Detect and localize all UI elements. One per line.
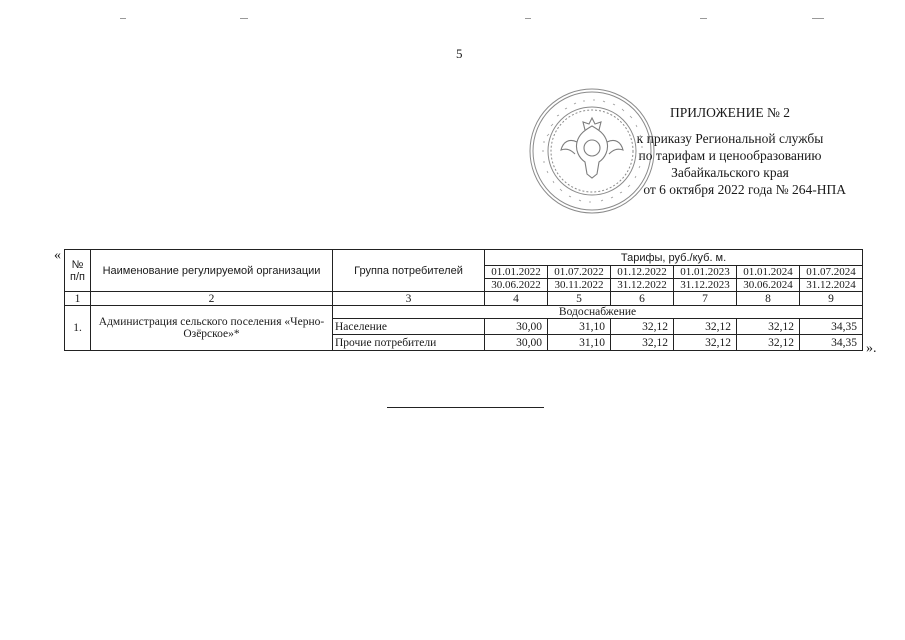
tariff-value: 34,35 (800, 319, 863, 335)
consumer-group: Прочие потребители (333, 335, 485, 351)
appendix-line: Забайкальского края (671, 165, 789, 180)
column-number: 2 (91, 292, 333, 306)
scan-mark (240, 18, 248, 19)
period-to: 31.12.2023 (674, 279, 737, 292)
column-number-row (65, 292, 863, 306)
header-num: № п/п (65, 250, 91, 292)
period-to: 30.06.2022 (485, 279, 548, 292)
scan-mark (700, 18, 707, 19)
column-number: 5 (548, 292, 611, 306)
tariff-value: 32,12 (611, 335, 674, 351)
tariff-value: 32,12 (611, 319, 674, 335)
period-to: 30.06.2024 (737, 279, 800, 292)
period-from: 01.07.2022 (548, 266, 611, 279)
header-org: Наименование регулируемой организации (91, 250, 333, 292)
appendix-title: ПРИЛОЖЕНИЕ № 2 (669, 105, 791, 120)
closing-divider (387, 407, 544, 408)
period-from: 01.01.2022 (485, 266, 548, 279)
period-to: 31.12.2024 (800, 279, 863, 292)
column-number: 6 (611, 292, 674, 306)
appendix-order-line: от 6 октября 2022 года № 264-НПА (643, 182, 846, 197)
column-number: 4 (485, 292, 548, 306)
tariff-value: 31,10 (548, 335, 611, 351)
column-number: 8 (737, 292, 800, 306)
tariff-value: 30,00 (485, 335, 548, 351)
opening-quote: « (54, 248, 61, 263)
header-tariffs: Тарифы, руб./куб. м. (485, 250, 863, 266)
tariff-value: 34,35 (800, 335, 863, 351)
row-number: 1. (65, 306, 91, 351)
page-number: 5 (456, 46, 463, 61)
appendix-header (606, 104, 854, 198)
period-to: 31.12.2022 (611, 279, 674, 292)
service-name: Водоснабжение (333, 306, 863, 319)
tariff-value: 32,12 (737, 335, 800, 351)
period-to: 30.11.2022 (548, 279, 611, 292)
column-number: 3 (333, 292, 485, 306)
tariff-value: 32,12 (737, 319, 800, 335)
period-from: 01.07.2024 (800, 266, 863, 279)
closing-quote: ». (866, 341, 877, 356)
tariffs-table (64, 249, 863, 351)
period-from: 01.01.2023 (674, 266, 737, 279)
organization-name: Администрация сельского поселения «Черно-Озёрское»* (91, 306, 333, 351)
column-number: 9 (800, 292, 863, 306)
scan-mark (525, 18, 531, 19)
tariff-value: 31,10 (548, 319, 611, 335)
column-number: 7 (674, 292, 737, 306)
tariff-value: 32,12 (674, 319, 737, 335)
header-group: Группа потребителей (333, 250, 485, 292)
tariff-value: 30,00 (485, 319, 548, 335)
table-row (65, 306, 863, 319)
appendix-line: по тарифам и ценообразованию (638, 148, 822, 163)
period-from: 01.12.2022 (611, 266, 674, 279)
scan-mark (120, 18, 126, 19)
consumer-group: Население (333, 319, 485, 335)
tariff-value: 32,12 (674, 335, 737, 351)
appendix-line: к приказу Региональной службы (636, 131, 824, 146)
scan-mark (812, 18, 824, 19)
column-number: 1 (65, 292, 91, 306)
period-from: 01.01.2024 (737, 266, 800, 279)
